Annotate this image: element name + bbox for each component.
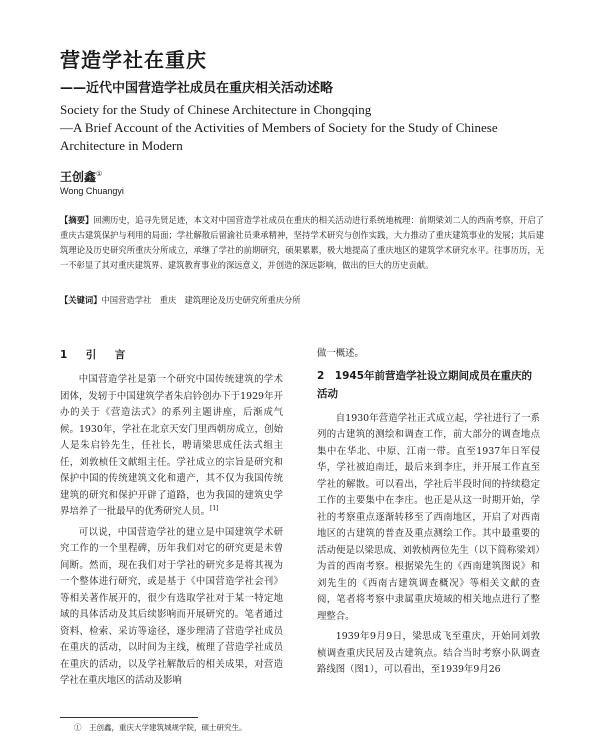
author-name-text: 王创鑫 (60, 170, 97, 184)
citation-mark: [1] (210, 504, 219, 512)
section-1-paragraph (60, 372, 283, 521)
section-1-paragraph: 可以说，中国营造学社的建立是中国建筑学术研究工作的一个里程碑，历年我们对它的研究更是未曾间断。然而，现在我们对于学社的研究多是将其视为一个整体进行研究，或是基于《中国营造学社会刊》等相关著作展开的，很少有选取学社对于某一特定地域的具体活动及其后续影响而开展研究的。笔者通过资料、检索、采访等途径，逐步理清了营造学社成员在重庆的活动，以时间为主线，梳理了营造学社成员在重庆的活动，以及学社解散后的相关成果，对营造学社在重庆地区的活动及影响 (60, 526, 283, 686)
abstract-text: 回溯历史，追寻先贤足迹，本文对中国营造学社成员在重庆的相关活动进行系统地梳理：前期梁刘二人的西南考察，开启了重庆古建筑保护与利用的局面；学社解散后留渝社员秉承精神，坚持学术研究与创作实践，大力推动了重庆建筑事业的发展；其后建筑理论及历史研究所重庆分所成立，承继了学社的前期研究，硕果累累，极大地提高了重庆地区的建筑学术研究水平。往事历历，无一不彰显了其对重庆建筑界、建筑教育事业的深远意义，并创造的深远影响，做出的巨大的历史贡献。 (60, 215, 544, 270)
left-column (60, 346, 283, 690)
right-column (317, 346, 540, 679)
section-1-heading: 1 引 言 (60, 349, 130, 361)
section-2-paragraph: 自1930年营造学社正式成立起，学社进行了一系列的古建筑的测绘和调查工作，前大部分的调查地点集中在华北、中原、江南一带。直至1937年日军侵华，学社被迫南迁，最后来到李庄，并开展工作直至学社的解散。可以看出，学社后半段时间的持续稳定工作的主要集中在李庄。也正是从这一时期开始，学社的考察重点逐渐转移至了西南地区，开启了对西南地区的古建筑的普查及重点测绘工作。其中最重要的活动便是以梁思成、刘敦桢两位先生（以下简称梁刘）为首的西南考察。根据梁先生的《西南建筑图说》和刘先生的《西南古建筑调查概况》等相关文献的查阅，笔者将考察中隶属重庆境域的相关地点进行了整理整合。 (317, 412, 540, 622)
abstract-label: 【摘要】 (60, 215, 94, 225)
footnote: ① 王创鑫，重庆大学建筑城规学院，硕士研究生。 (74, 723, 247, 732)
keywords-text: 中国营造学社 重庆 建筑理论及历史研究所重庆分所 (101, 295, 301, 305)
paragraph-text: 中国营造学社是第一个研究中国传统建筑的学术团体，发轫于中国建筑学者朱启钤创办下于1929年开办的关于《营造法式》的系列主题讲座，后渐成气候。1930年，学社在北京天安门里西朝房成立，创始人是朱启钤先生，任社长，聘请梁思成任法式组主任，刘敦桢任文献组主任。学社成立的宗旨是研究和保护中国的传统建筑文化和遗产，其不仅为我国传统建筑的研究和保护开辟了道路，也为我国的建筑史学界培养了一批最早的优秀研究人员。 (60, 374, 283, 517)
keywords-label: 【关键词】 (60, 295, 102, 305)
article-title-english: Society for the Study of Chinese Architecture in Chongqing (60, 102, 372, 117)
author-footnote-mark: ① (96, 170, 103, 178)
article-subtitle-english: —A Brief Account of the Activities of Members of Society for the Study of Chinese Architecture in Modern (60, 120, 498, 153)
abstract (60, 213, 544, 273)
author-name (60, 168, 102, 185)
keywords (60, 294, 544, 306)
article-subtitle: ——近代中国营造学社成员在重庆相关活动述略 (60, 81, 334, 96)
footnote-divider (60, 717, 198, 718)
continued-text: 做一概述。 (317, 348, 364, 359)
author-name-english: Wong Chuangyi (60, 186, 124, 196)
article-title: 营造学社在重庆 (60, 48, 207, 72)
section-2-paragraph: 1939年9月9日，梁思成飞至重庆，开始同刘敦桢调查重庆民居及古建筑点。结合当时考察小队调查路线图（图1），可以看出，至1939年9月26 (317, 631, 540, 675)
section-2-heading: 2 1945年前营造学社设立期间成员在重庆的活动 (317, 369, 533, 400)
